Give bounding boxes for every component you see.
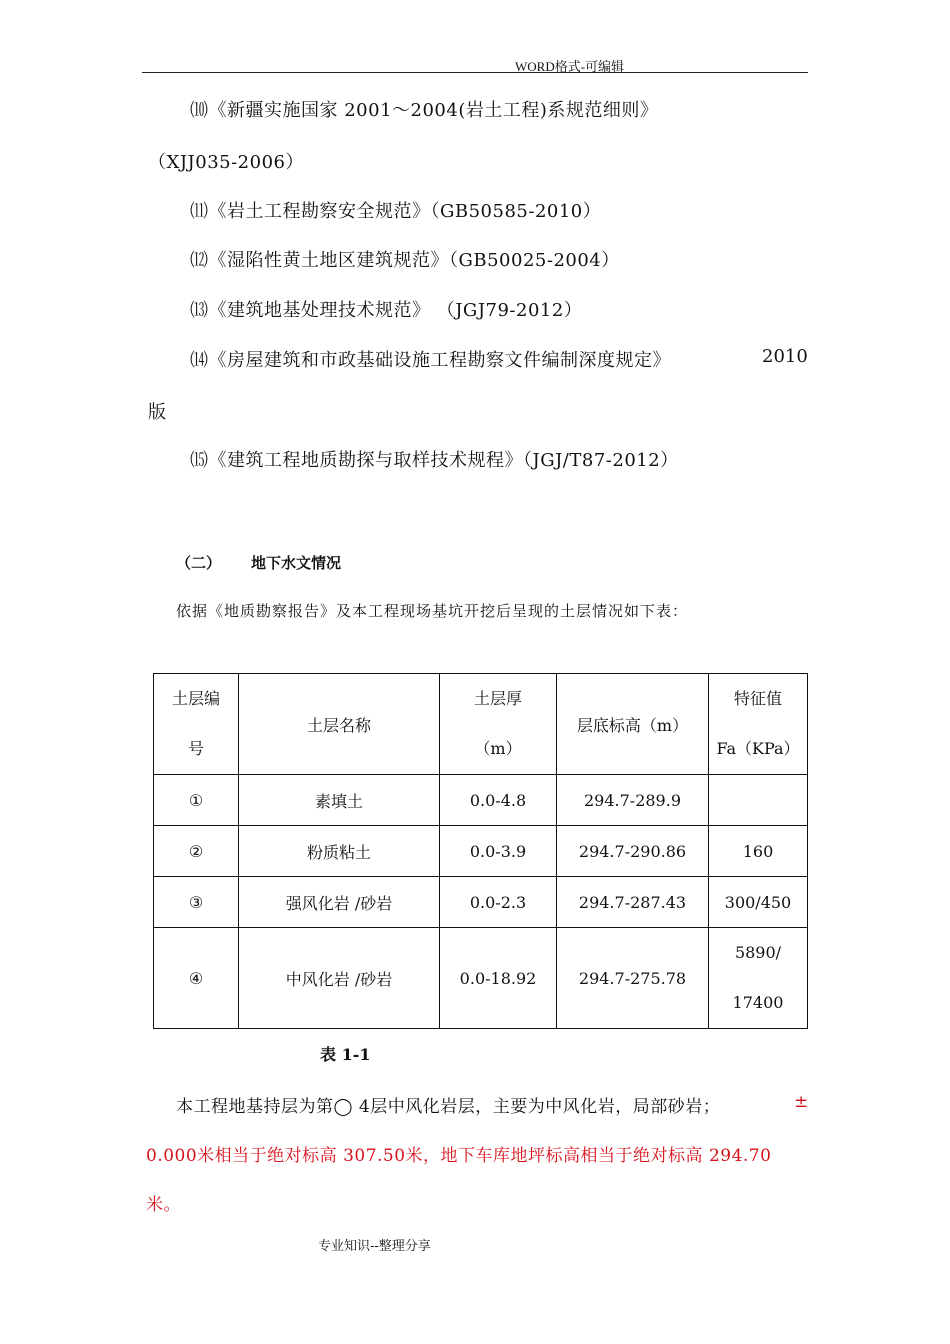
cell-layer-name: 素填土	[239, 775, 440, 826]
cell-layer-no: ③	[154, 877, 239, 928]
cell-fa: 5890/ 17400	[709, 928, 808, 1029]
conclusion-line-3: 米。	[146, 1195, 181, 1215]
page-header: WORD格式-可编辑	[515, 59, 625, 74]
cell-layer-name: 强风化岩 /砂岩	[239, 877, 440, 928]
reference-11: ⑾《岩土工程勘察安全规范》（GB50585-2010）	[190, 201, 602, 222]
intro-paragraph: 依据《地质勘察报告》及本工程现场基坑开挖后呈现的土层情况如下表：	[176, 602, 689, 620]
cell-elevation: 294.7-287.43	[557, 877, 709, 928]
table-row	[154, 928, 808, 1029]
table-header-row	[154, 674, 808, 775]
cell-layer-no: ④	[154, 928, 239, 1029]
header-layer-no: 土层编 号	[154, 674, 239, 775]
cell-fa	[709, 775, 808, 826]
conclusion-line-2: 0.000米相当于绝对标高 307.50米，地下车库地坪标高相当于绝对标高 294.70	[146, 1146, 772, 1166]
reference-12: ⑿《湿陷性黄土地区建筑规范》（GB50025-2004）	[190, 250, 620, 271]
header-elevation: 层底标高（m）	[557, 674, 709, 775]
cell-layer-no: ②	[154, 826, 239, 877]
conclusion-line-1: 本工程地基持层为第◯ 4层中风化岩层，主要为中风化岩，局部砂岩；	[176, 1097, 721, 1117]
cell-thickness: 0.0-4.8	[440, 775, 557, 826]
section-heading	[176, 552, 341, 573]
conclusion-plus-minus: ±	[794, 1092, 809, 1112]
cell-thickness: 0.0-2.3	[440, 877, 557, 928]
cell-elevation: 294.7-275.78	[557, 928, 709, 1029]
reference-14: ⒁《房屋建筑和市政基础设施工程勘察文件编制深度规定》	[190, 350, 671, 371]
reference-14-year: 2010	[762, 346, 808, 367]
cell-layer-no: ①	[154, 775, 239, 826]
soil-layer-table	[153, 673, 808, 1029]
reference-10-continuation: （XJJ035-2006）	[148, 152, 304, 173]
page-footer: 专业知识--整理分享	[318, 1239, 431, 1254]
table-row	[154, 877, 808, 928]
table-caption: 表 1-1	[320, 1045, 371, 1064]
cell-layer-name: 粉质粘土	[239, 826, 440, 877]
section-number: （二）	[176, 554, 222, 572]
cell-fa: 300/450	[709, 877, 808, 928]
table-row	[154, 826, 808, 877]
cell-thickness: 0.0-18.92	[440, 928, 557, 1029]
header-thickness: 土层厚 （m）	[440, 674, 557, 775]
header-layer-name: 土层名称	[239, 674, 440, 775]
reference-10: ⑽《新疆实施国家 2001～2004(岩土工程)系规范细则》	[190, 100, 659, 121]
cell-thickness: 0.0-3.9	[440, 826, 557, 877]
table-row	[154, 775, 808, 826]
reference-13: ⒀《建筑地基处理技术规范》 （JGJ79-2012）	[190, 300, 583, 321]
header-rule	[142, 72, 808, 73]
reference-15: ⒂《建筑工程地质勘探与取样技术规程》（JGJ/T87-2012）	[190, 450, 679, 471]
reference-14-continuation: 版	[148, 402, 167, 423]
cell-elevation: 294.7-289.9	[557, 775, 709, 826]
cell-elevation: 294.7-290.86	[557, 826, 709, 877]
header-fa: 特征值 Fa（KPa）	[709, 674, 808, 775]
cell-fa: 160	[709, 826, 808, 877]
section-title: 地下水文情况	[251, 554, 342, 572]
cell-layer-name: 中风化岩 /砂岩	[239, 928, 440, 1029]
